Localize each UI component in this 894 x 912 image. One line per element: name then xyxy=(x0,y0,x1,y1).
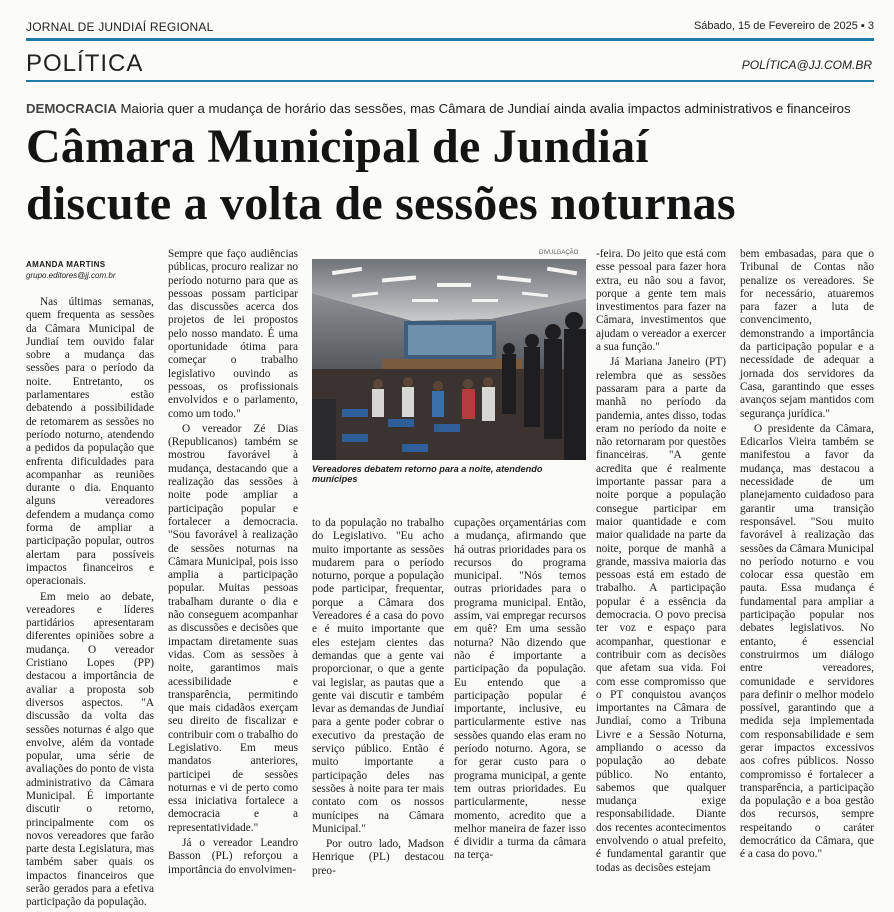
kicker-text: Maioria quer a mudança de horário das sessões, mas Câmara de Jundiaí ainda avalia impactos administrativos e financeiros xyxy=(120,101,851,116)
paragraph: Já Mariana Janeiro (PT) relembra que as sessões passaram para a parte da manhã no período da pandemia, antes disso, todas eram no período da noite e não retornaram por questões financeiras. "A gente acredita que é realmente importante passar para a noite porque a população consegue participar em maior quantidade e com maior qualidade na parte da noite, porque de manhã a grande, massiva maioria das pessoas está em estado de trabalho. A participação popular é a essência da democracia. O povo precisa ter voz e espaço para acompanhar, questionar e contribuir com as decisões que afetam sua vida. Foi com esse compromisso que o PT conquistou avanços importantes na Câmara de Jundiaí, como a Tribuna Livre e a Sessão Noturna, ampliando o acesso da população ao debate público. No entanto, sabemos que qualquer mudança exige responsabilidade. Diante dos recentes acontecimentos envolvendo o atual prefeito, é fundamental garantir que todas as decisões estejam xyxy=(596,356,726,874)
photo-credit: DIVULGAÇÃO xyxy=(539,250,579,256)
masthead xyxy=(26,20,874,38)
article-column-4 xyxy=(454,517,586,865)
paragraph: -feira. Do jeito que está com esse pessoal para fazer hora extra, eu não sou a favor, porque a gente tem mais investimentos para fazer na Câmara, investimentos que ajudam o vereador a exercer a sua função." xyxy=(596,248,726,354)
article-column-1 xyxy=(26,296,154,912)
section-title: POLÍTICA xyxy=(26,50,144,77)
headline-line-1: Câmara Municipal de Jundiaí xyxy=(26,120,649,173)
newspaper-name: JORNAL DE JUNDIAÍ REGIONAL xyxy=(26,20,214,34)
section-email[interactable]: POLÍTICA@JJ.COM.BR xyxy=(741,58,872,72)
author-email[interactable]: grupo.editores@jj.com.br xyxy=(26,271,116,280)
paragraph: bem embasadas, para que o Tribunal de Contas não penalize os vereadores. Se for necessário, atuaremos para fazer a luta de convencimento, demonstrando a importância da participação popular e a necessidade de adequar a jornada dos servidores da Casa, garantindo que esses avanços sejam mantidos com segurança jurídica." xyxy=(740,248,874,420)
article-column-3 xyxy=(312,517,444,880)
paragraph: to da população no trabalho do Legislativo. "Eu acho muito importante as sessões mudarem para o período noturno, porque a população pode participar, frequentar, porque a Câmara dos Vereadores é a casa do povo e é muito importante que eles estejam cientes das demandas que a gente vai proporcionar, o que a gente vai legislar, as pautas que a gente vai discutir e também levar as demandas de Jundiaí para a gente poder cobrar o executivo da prestação de serviço público. Então é muito importante a participação deles nas sessões à noite para ter mais contato com os nossos munícipes na Câmara Municipal." xyxy=(312,517,444,835)
photo-caption: Vereadores debatem retorno para a noite, atendendo munícipes xyxy=(312,464,543,484)
kicker xyxy=(26,101,876,116)
article-column-5 xyxy=(596,248,726,877)
paragraph: O vereador Zé Dias (Republicanos) também se mostrou favorável à mudança, destacando que a realização das sessões à noite pode ampliar a participação popular e fortalecer a democracia. "Sou favorável à realização de sessões noturnas na Câmara Municipal, pois isso amplia a participação popular. Muitas pessoas trabalham durante o dia e não conseguem acompanhar as discussões e decisões que impactam diretamente suas vidas. Com as sessões à noite, garantimos mais acessibilidade e transparência, permitindo que mais cidadãos exerçam seu direito de fiscalizar e contribuir com o trabalho do Legislativo. Em meus mandatos anteriores, participei de sessões noturnas e vi de perto como essa iniciativa fortalece a democracia e a representatividade." xyxy=(168,422,298,834)
headline-line-2: discute a volta de sessões noturnas xyxy=(26,177,736,230)
chamber-photo xyxy=(312,259,586,460)
paragraph: Nas últimas semanas, quem frequenta as sessões da Câmara Municipal de Jundiaí tem ouvido falar sobre a mudança das sessões para o período da noite. Entretanto, os parlamentares estão debatendo a possibilidade de retomarem as sessões no período noturno, atendendo a pedidos da população que enfrenta dificuldades para acompanhar as reuniões durante o dia. Enquanto alguns vereadores defendem a mudança como forma de ampliar a participação popular, outros alertam para possíveis impactos financeiros e operacionais. xyxy=(26,296,154,588)
issue-date: Sábado, 15 de Fevereiro de 2025 ▪ 3 xyxy=(693,20,874,32)
paragraph: Já o vereador Leandro Basson (PL) reforçou a importância do envolvimen- xyxy=(168,837,298,876)
article-column-6 xyxy=(740,248,874,864)
paragraph: cupações orçamentárias com a mudança, afirmando que há outras prioridades para os recursos do programa municipal. "Nós temos outras prioridades para o programa municipal. Então, assim, vai empregar recursos em quê? Em uma sessão noturna? Não dizendo que não é importante a participação da população. Eu entendo que a participação popular é importante, inclusive, eu particularmente estive nas sessões quando elas eram no período noturno. Agora, se for gerar custo para o programa municipal, a gente tem outras prioridades. Eu particularmente, nesse momento, acredito que a melhor maneira de fazer isso é dividir a turma da câmara na terça- xyxy=(454,517,586,862)
paragraph: Sempre que faço audiências públicas, procuro realizar no período noturno para que as pessoas possam participar das discussões acerca dos projetos de lei propostos pelo nosso mandato. É uma oportunidade ótima para começar o trabalho legislativo ouvindo as pessoas, os profissionais envolvidos e o parlamento, como um todo." xyxy=(168,248,298,420)
paragraph: Por outro lado, Madson Henrique (PL) destacou preo- xyxy=(312,838,444,877)
kicker-label: DEMOCRACIA xyxy=(26,101,117,116)
article-column-2 xyxy=(168,248,298,879)
headline xyxy=(26,118,876,232)
top-rule xyxy=(26,38,874,41)
byline xyxy=(26,260,116,280)
author-name: AMANDA MARTINS xyxy=(26,260,106,269)
council-session-image xyxy=(312,259,586,460)
paragraph: O presidente da Câmara, Edicarlos Vieira também se manifestou a favor da mudança, mas destacou a necessidade de um planejamento cuidadoso para garantir uma transição responsável. "Sou muito favorável à realização das sessões da Câmara Municipal no período noturno e vou colocar essa questão em pauta. Essa mudança é fundamental para ampliar a participação popular nos debates legislativos. No entanto, é essencial construirmos um diálogo entre vereadores, comunidade e servidores para definir o melhor modelo possível, garantindo que a medida seja implementada com responsabilidade e sem gerar impactos excessivos aos cofres públicos. Nosso compromisso é fortalecer a transparência, a participação da população e a boa gestão dos recursos, sempre respeitando o caráter democrático da Câmara, que é a casa do povo." xyxy=(740,422,874,861)
paragraph: Em meio ao debate, vereadores e líderes partidários apresentaram diferentes opiniões sobre a mudança. O vereador Cristiano Lopes (PP) destacou a importância de avaliar a proposta sob diversos aspectos. "A discussão da volta das sessões noturnas é algo que envolve, além da vontade popular, uma série de avaliações do ponto de vista administrativo da Câmara Municipal. É importante discutir o retorno, principalmente com os novos vereadores que farão parte desta Legislatura, mas também saber quais os impactos financeiros que serão gerados para a efetiva participação da população. xyxy=(26,590,154,909)
section-rule xyxy=(26,80,874,82)
